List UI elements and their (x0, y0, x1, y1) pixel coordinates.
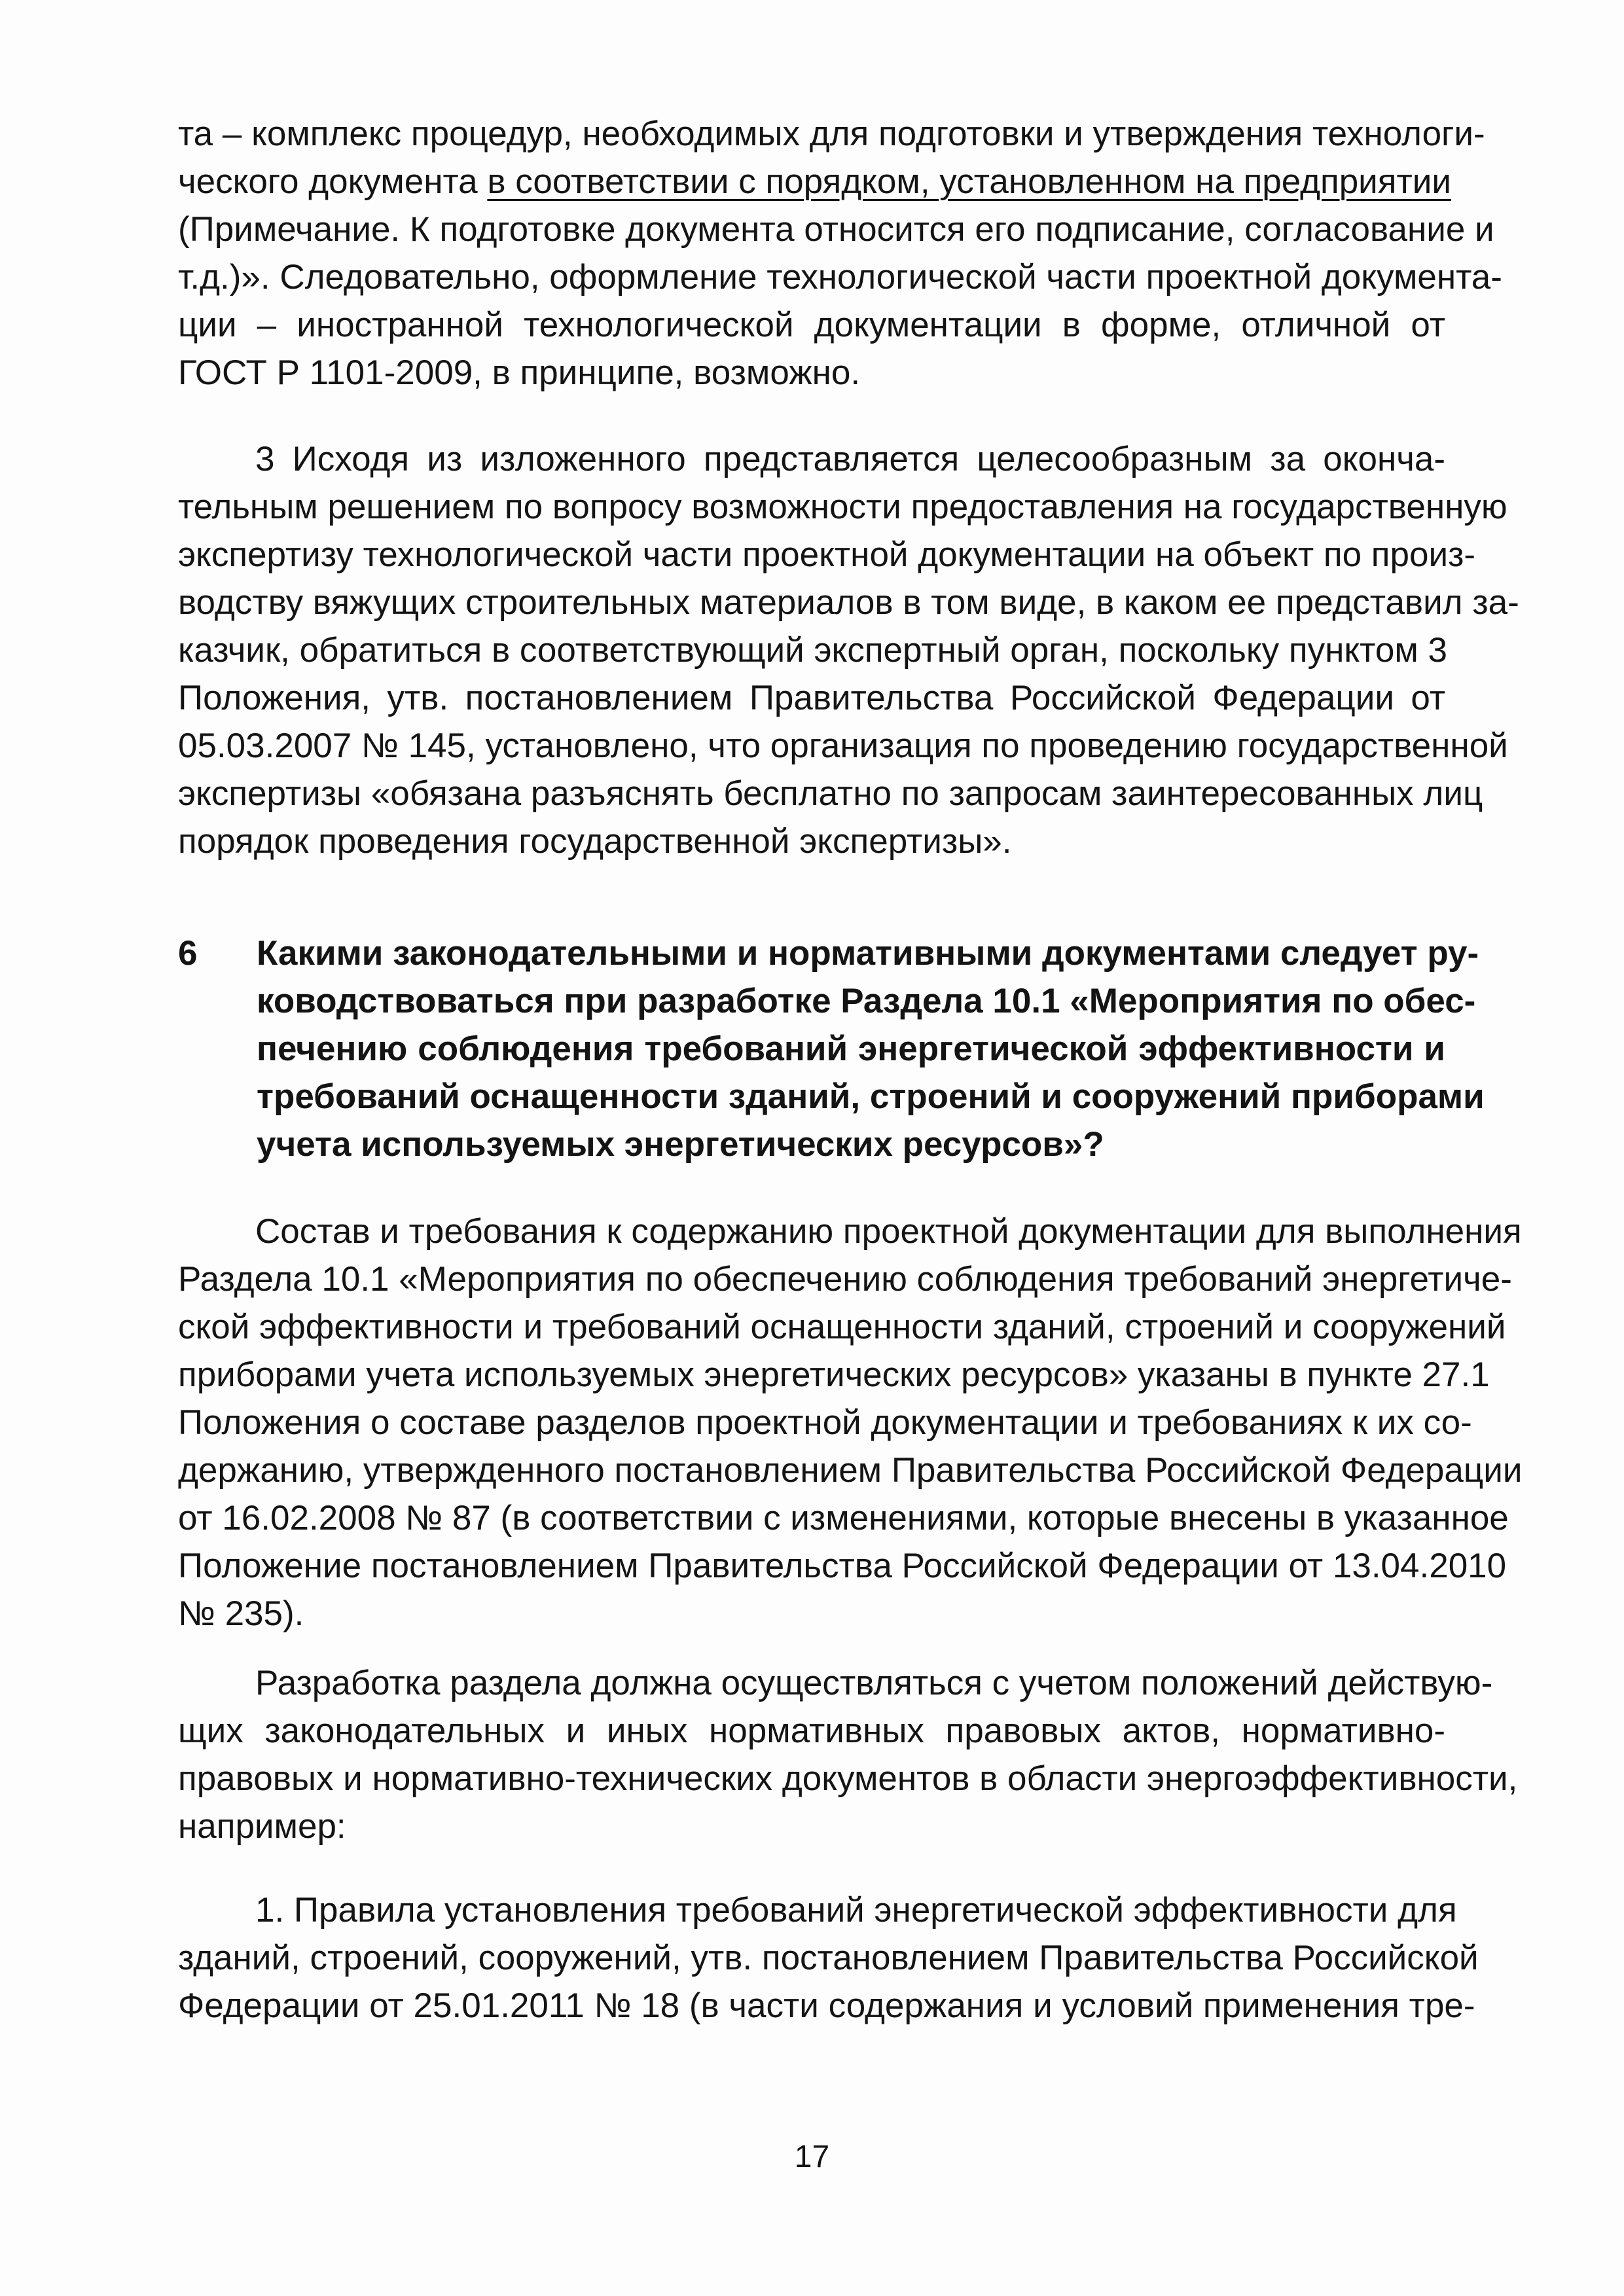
heading-line: ководствоваться при разработке Раздела 10.1 «Мероприятия по обес- (257, 982, 1476, 1020)
text-line: щих законодательных и иных нормативных правовых актов, нормативно- (178, 1712, 1445, 1750)
text-line: зданий, строений, сооружений, утв. постановлением Правительства Российской (178, 1939, 1479, 1977)
text-line: ции – иностранной технологической документации в форме, отличной от (178, 306, 1445, 344)
section-title (257, 929, 1485, 1168)
text-line: от 16.02.2008 № 87 (в соответствии с изменениями, которые внесены в указанное (178, 1499, 1509, 1537)
paragraph-composition (178, 1208, 1523, 1638)
paragraph-item-1 (178, 1886, 1479, 2030)
heading-line: печению соблюдения требований энергетической эффективности и (257, 1030, 1445, 1068)
text-line: тельным решением по вопросу возможности предоставления на государственную (178, 488, 1507, 526)
text-line: ческого документа в соответствии с порядком, установленном на предприятии (178, 162, 1451, 201)
text-line: Положения о составе разделов проектной документации и требованиях к их со- (178, 1403, 1472, 1442)
text-line: ской эффективности и требований оснащенности зданий, строений и сооружений (178, 1308, 1506, 1346)
text-line: 05.03.2007 № 145, установлено, что организация по проведению государственной (178, 726, 1508, 765)
paragraph-development (178, 1659, 1518, 1850)
text-line: та – комплекс процедур, необходимых для подготовки и утверждения технологи- (178, 115, 1485, 153)
text-line: Положение постановлением Правительства Российской Федерации от 13.04.2010 (178, 1547, 1507, 1585)
heading-line: требований оснащенности зданий, строений и сооружений приборами (257, 1077, 1485, 1116)
text-line: ГОСТ Р 1101-2009, в принципе, возможно. (178, 353, 861, 392)
paragraph-3 (178, 435, 1519, 865)
text-line: 1. Правила установления требований энергетической эффективности для (255, 1891, 1457, 1929)
text-line: Раздела 10.1 «Мероприятия по обеспечению соблюдения требований энергетиче- (178, 1260, 1512, 1299)
text-line: 3 Исходя из изложенного представляется целесообразным за оконча- (255, 440, 1445, 478)
text-line: держанию, утвержденного постановлением Правительства Российской Федерации (178, 1451, 1523, 1490)
text-line: водству вяжущих строительных материалов в том виде, в каком ее представил за- (178, 583, 1519, 622)
text-line: Федерации от 25.01.2011 № 18 (в части содержания и условий применения тре- (178, 1986, 1475, 2025)
text-line: правовых и нормативно-технических документов в области энергоэффективности, (178, 1759, 1518, 1798)
text-line: Состав и требования к содержанию проектной документации для выполнения (255, 1212, 1522, 1251)
text-line: порядок проведения государственной экспертизы». (178, 822, 1012, 861)
text-line: например: (178, 1807, 346, 1846)
text-line: Разработка раздела должна осуществляться с учетом положений действую- (255, 1664, 1493, 1702)
text-line: т.д.)». Следовательно, оформление технологической части проектной документа- (178, 258, 1502, 296)
heading-line: учета используемых энергетических ресурсов»? (257, 1125, 1104, 1164)
text-line: Положения, утв. постановлением Правительства Российской Федерации от (178, 679, 1445, 717)
underlined-phrase: в соответствии с порядком, установленном на предприятии (487, 162, 1451, 201)
text-line: (Примечание. К подготовке документа относится его подписание, согласование и (178, 210, 1494, 249)
section-number: 6 (178, 934, 198, 973)
text-line: приборами учета используемых энергетических ресурсов» указаны в пункте 27.1 (178, 1355, 1490, 1394)
text-line: экспертизу технологической части проектной документации на объект по произ- (178, 535, 1476, 574)
paragraph-top (178, 110, 1502, 397)
text-line: № 235). (178, 1594, 304, 1633)
page-number: 17 (794, 2140, 830, 2174)
text-line: казчик, обратиться в соответствующий экспертный орган, поскольку пунктом 3 (178, 631, 1447, 670)
text-line: экспертизы «обязана разъяснять бесплатно по запросам заинтересованных лиц (178, 774, 1483, 813)
heading-line: Какими законодательными и нормативными документами следует ру- (257, 934, 1479, 973)
